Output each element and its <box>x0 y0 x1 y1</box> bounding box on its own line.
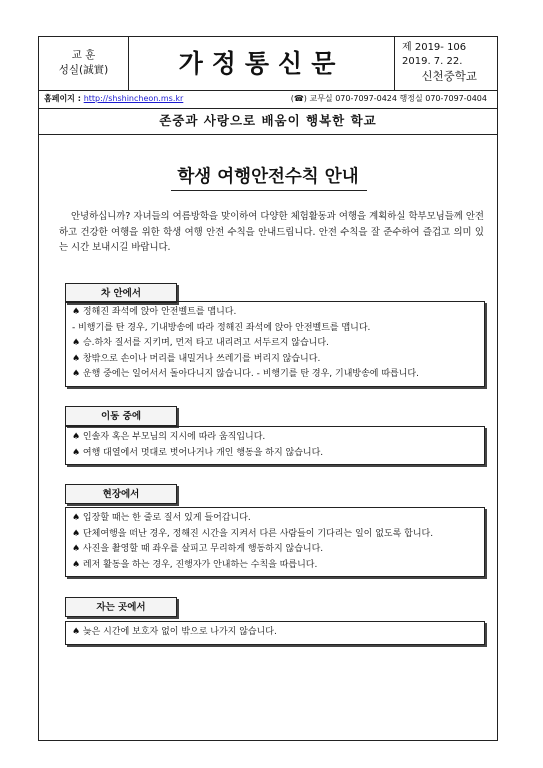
issue-number: 제 2019- 106 <box>402 42 467 53</box>
intro-paragraph: 안녕하십니까? 자녀들의 여름방학을 맞이하여 다양한 체험활동과 여행을 계획하실 학부모님들께 안전하고 건강한 여행을 위한 학생 여행 안전 수칙을 안내드립니다. 안전 수칙을 잘 준수하여 즐겁고 의미 있는 시간 보내시길 바랍니다. <box>59 211 484 253</box>
school-name: 신천중학교 <box>421 69 477 83</box>
rule-line: - 비행기를 탄 경우, 기내방송에 따라 정해진 좌석에 앉아 안전벨트를 맵니다. <box>72 322 371 333</box>
homepage <box>44 90 183 108</box>
newsletter-page <box>38 36 498 741</box>
section-box-lodging <box>65 621 485 645</box>
phone-numbers: (☎) 교무실 070-7097-0424 행정실 070-7097-0404 <box>290 94 487 103</box>
rule-line: ♠ 입장할 때는 한 줄로 질서 있게 들어갑니다. <box>72 513 251 523</box>
section-title-in-vehicle: 차 안에서 <box>65 283 177 303</box>
rule-line: ♠ 운행 중에는 일어서서 돌아다니지 않습니다. - 비행기를 탄 경우, 기내방송에 따릅니다. <box>72 369 419 379</box>
motto-value: 성실(誠實) <box>58 64 109 76</box>
rule-line: ♠ 여행 대열에서 멋대로 벗어나거나 개인 행동을 하지 않습니다. <box>72 447 324 458</box>
section-box-on-site <box>65 507 485 577</box>
homepage-label: 홈페이지 : <box>44 94 81 103</box>
rule-line: ♠ 레저 활동을 하는 경우, 진행자가 안내하는 수칙을 따릅니다. <box>72 559 318 570</box>
newsletter-title: 가정통신문 <box>129 37 395 90</box>
rule-line: ♠ 인솔자 혹은 부모님의 지시에 따라 움직입니다. <box>72 432 266 442</box>
title-underline <box>171 190 367 191</box>
section-box-moving <box>65 426 485 465</box>
rule-line: ♠ 사진을 촬영할 때 좌우를 살피고 무리하게 행동하지 않습니다. <box>72 544 324 554</box>
motto-label: 교 훈 <box>71 49 96 61</box>
school-motto <box>39 37 129 90</box>
rule-line: ♠ 정해진 좌석에 앉아 안전벨트를 맵니다. <box>72 307 237 317</box>
issue-info <box>394 37 497 90</box>
homepage-link[interactable]: http://shshincheon.ms.kr <box>83 94 184 103</box>
section-title-on-site: 현장에서 <box>65 484 177 504</box>
rule-line: ♠ 늦은 시간에 보호자 없이 밖으로 나가지 않습니다. <box>72 627 277 637</box>
contact-bar <box>39 90 497 109</box>
newsletter-header <box>39 37 497 91</box>
rule-line: ♠ 단체여행을 떠난 경우, 정해진 시간을 지켜서 다른 사람들이 기다리는 일이 없도록 합니다. <box>72 528 434 539</box>
rule-line: ♠ 승.하차 질서를 지키며, 먼저 타고 내리려고 서두르지 않습니다. <box>72 338 329 348</box>
rule-line: ♠ 창밖으로 손이나 머리를 내밀거나 쓰레기를 버리지 않습니다. <box>72 353 321 364</box>
issue-date: 2019. 7. 22. <box>402 56 463 67</box>
section-title-moving: 이동 중에 <box>65 406 177 426</box>
section-box-in-vehicle <box>65 301 485 387</box>
section-title-lodging: 자는 곳에서 <box>65 597 177 617</box>
school-slogan: 존중과 사랑으로 배움이 행복한 학교 <box>39 108 497 135</box>
document-title: 학생 여행안전수칙 안내 <box>177 167 359 187</box>
